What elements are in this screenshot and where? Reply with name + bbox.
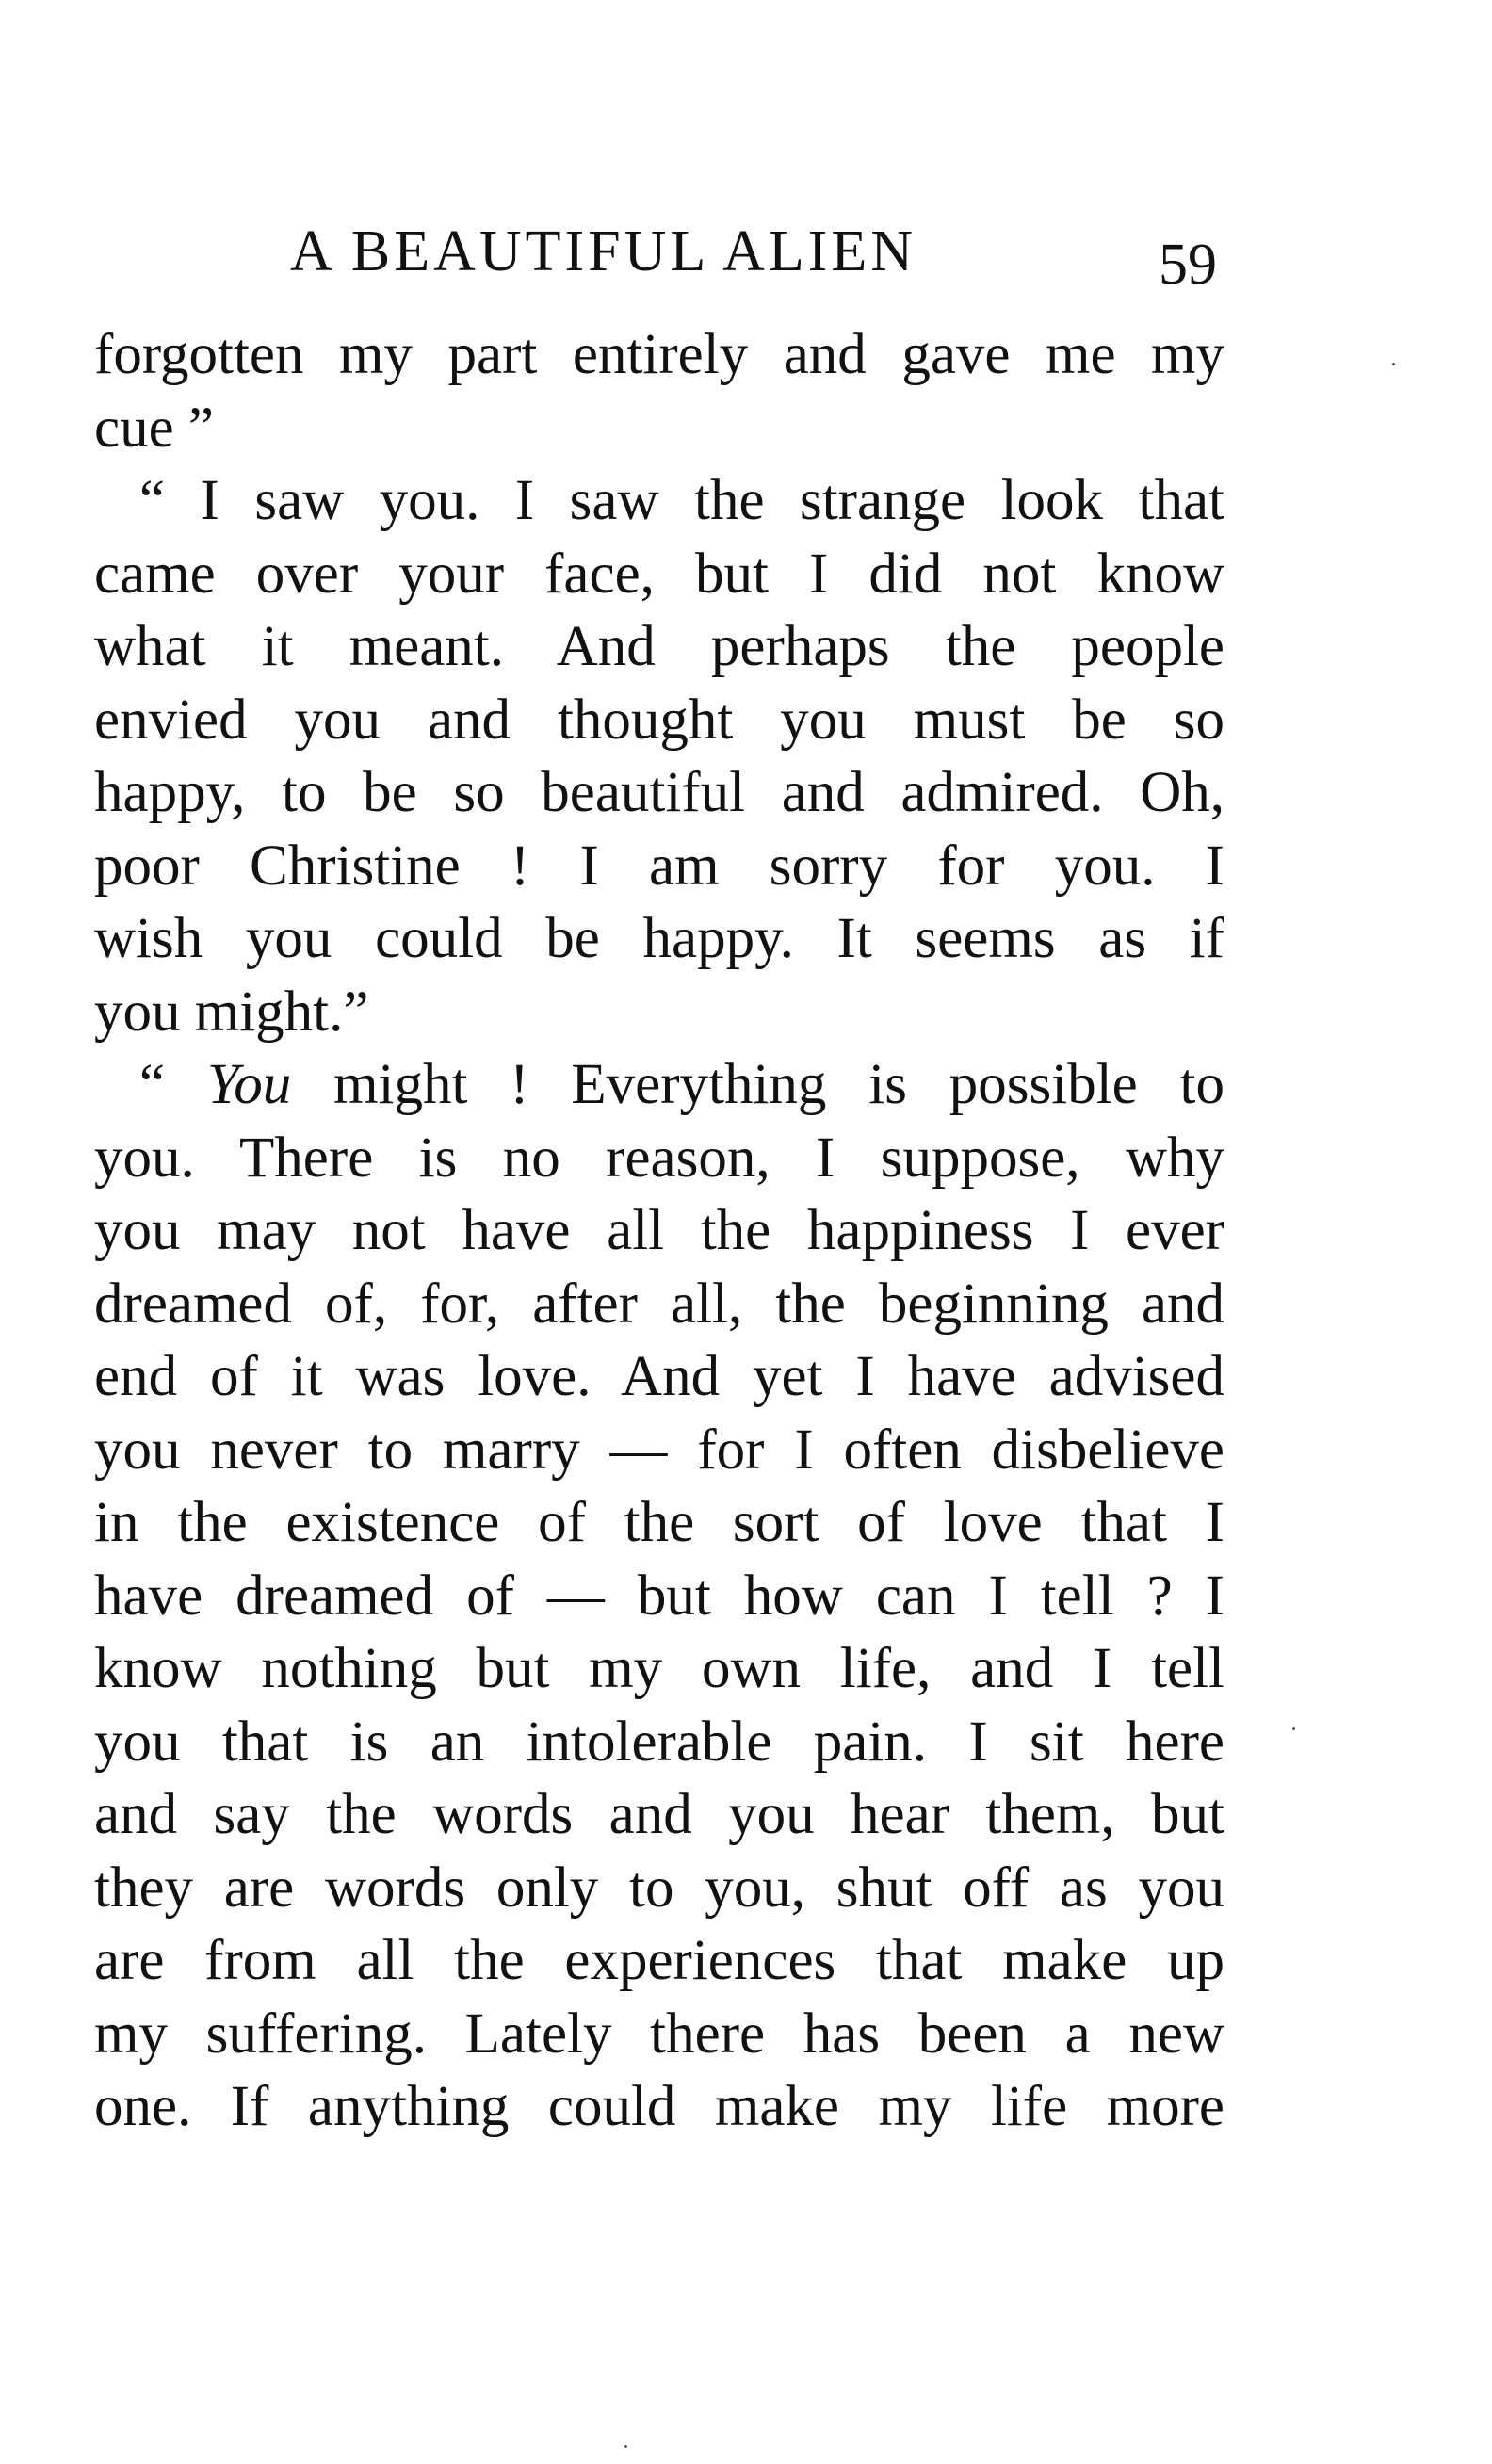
paper-speck [1292,1727,1295,1730]
text-line: you may not have all the happiness I ever [94,1199,1224,1262]
paper-speck [1392,363,1395,365]
paper-speck [624,2445,627,2448]
text-line: are from all the experiences that make up [94,1929,1224,1992]
italic-word: You [206,1053,292,1116]
text-line: you that is an intolerable pain. I sit here [94,1710,1224,1774]
text-line: what it meant. And perhaps the people [94,615,1224,678]
text-line: cue ” [94,396,214,460]
text-line: happy, to be so beautiful and admired. Oh, [94,761,1224,824]
page-number: 59 [1159,233,1217,297]
text-line: one. If anything could make my life more [94,2075,1224,2138]
text-line: know nothing but my own life, and I tell [94,1637,1224,1700]
opening-quote: “ [139,1053,207,1116]
text-line: you. There is no reason, I suppose, why [94,1126,1224,1190]
text-line: forgotten my part entirely and gave me my [94,323,1224,386]
text-line: envied you and thought you must be so [94,688,1224,752]
paragraph-start-line: “ I saw you. I saw the strange look that [139,469,1224,532]
text-line: you might.” [94,980,369,1044]
text-line: and say the words and you hear them, but [94,1783,1224,1846]
text-line: have dreamed of — but how can I tell ? I [94,1564,1224,1628]
line-remainder: might ! Everything is possible to [291,1053,1224,1116]
paragraph-start-line [94,1048,1224,1122]
text-line: end of it was love. And yet I have advised [94,1345,1224,1408]
text-line: wish you could be happy. It seems as if [94,907,1224,970]
text-line: came over your face, but I did not know [94,542,1224,606]
body-text [94,318,1224,2144]
page-header [94,209,1224,297]
text-line: dreamed of, for, after all, the beginning and [94,1272,1224,1336]
running-title: A BEAUTIFUL ALIEN [290,219,916,284]
text-line: they are words only to you, shut off as you [94,1856,1224,1920]
text-line: in the existence of the sort of love that I [94,1491,1224,1554]
text-line: my suffering. Lately there has been a new [94,2002,1224,2066]
text-line: poor Christine ! I am sorry for you. I [94,834,1224,898]
text-line: you never to marry — for I often disbelieve [94,1418,1224,1482]
